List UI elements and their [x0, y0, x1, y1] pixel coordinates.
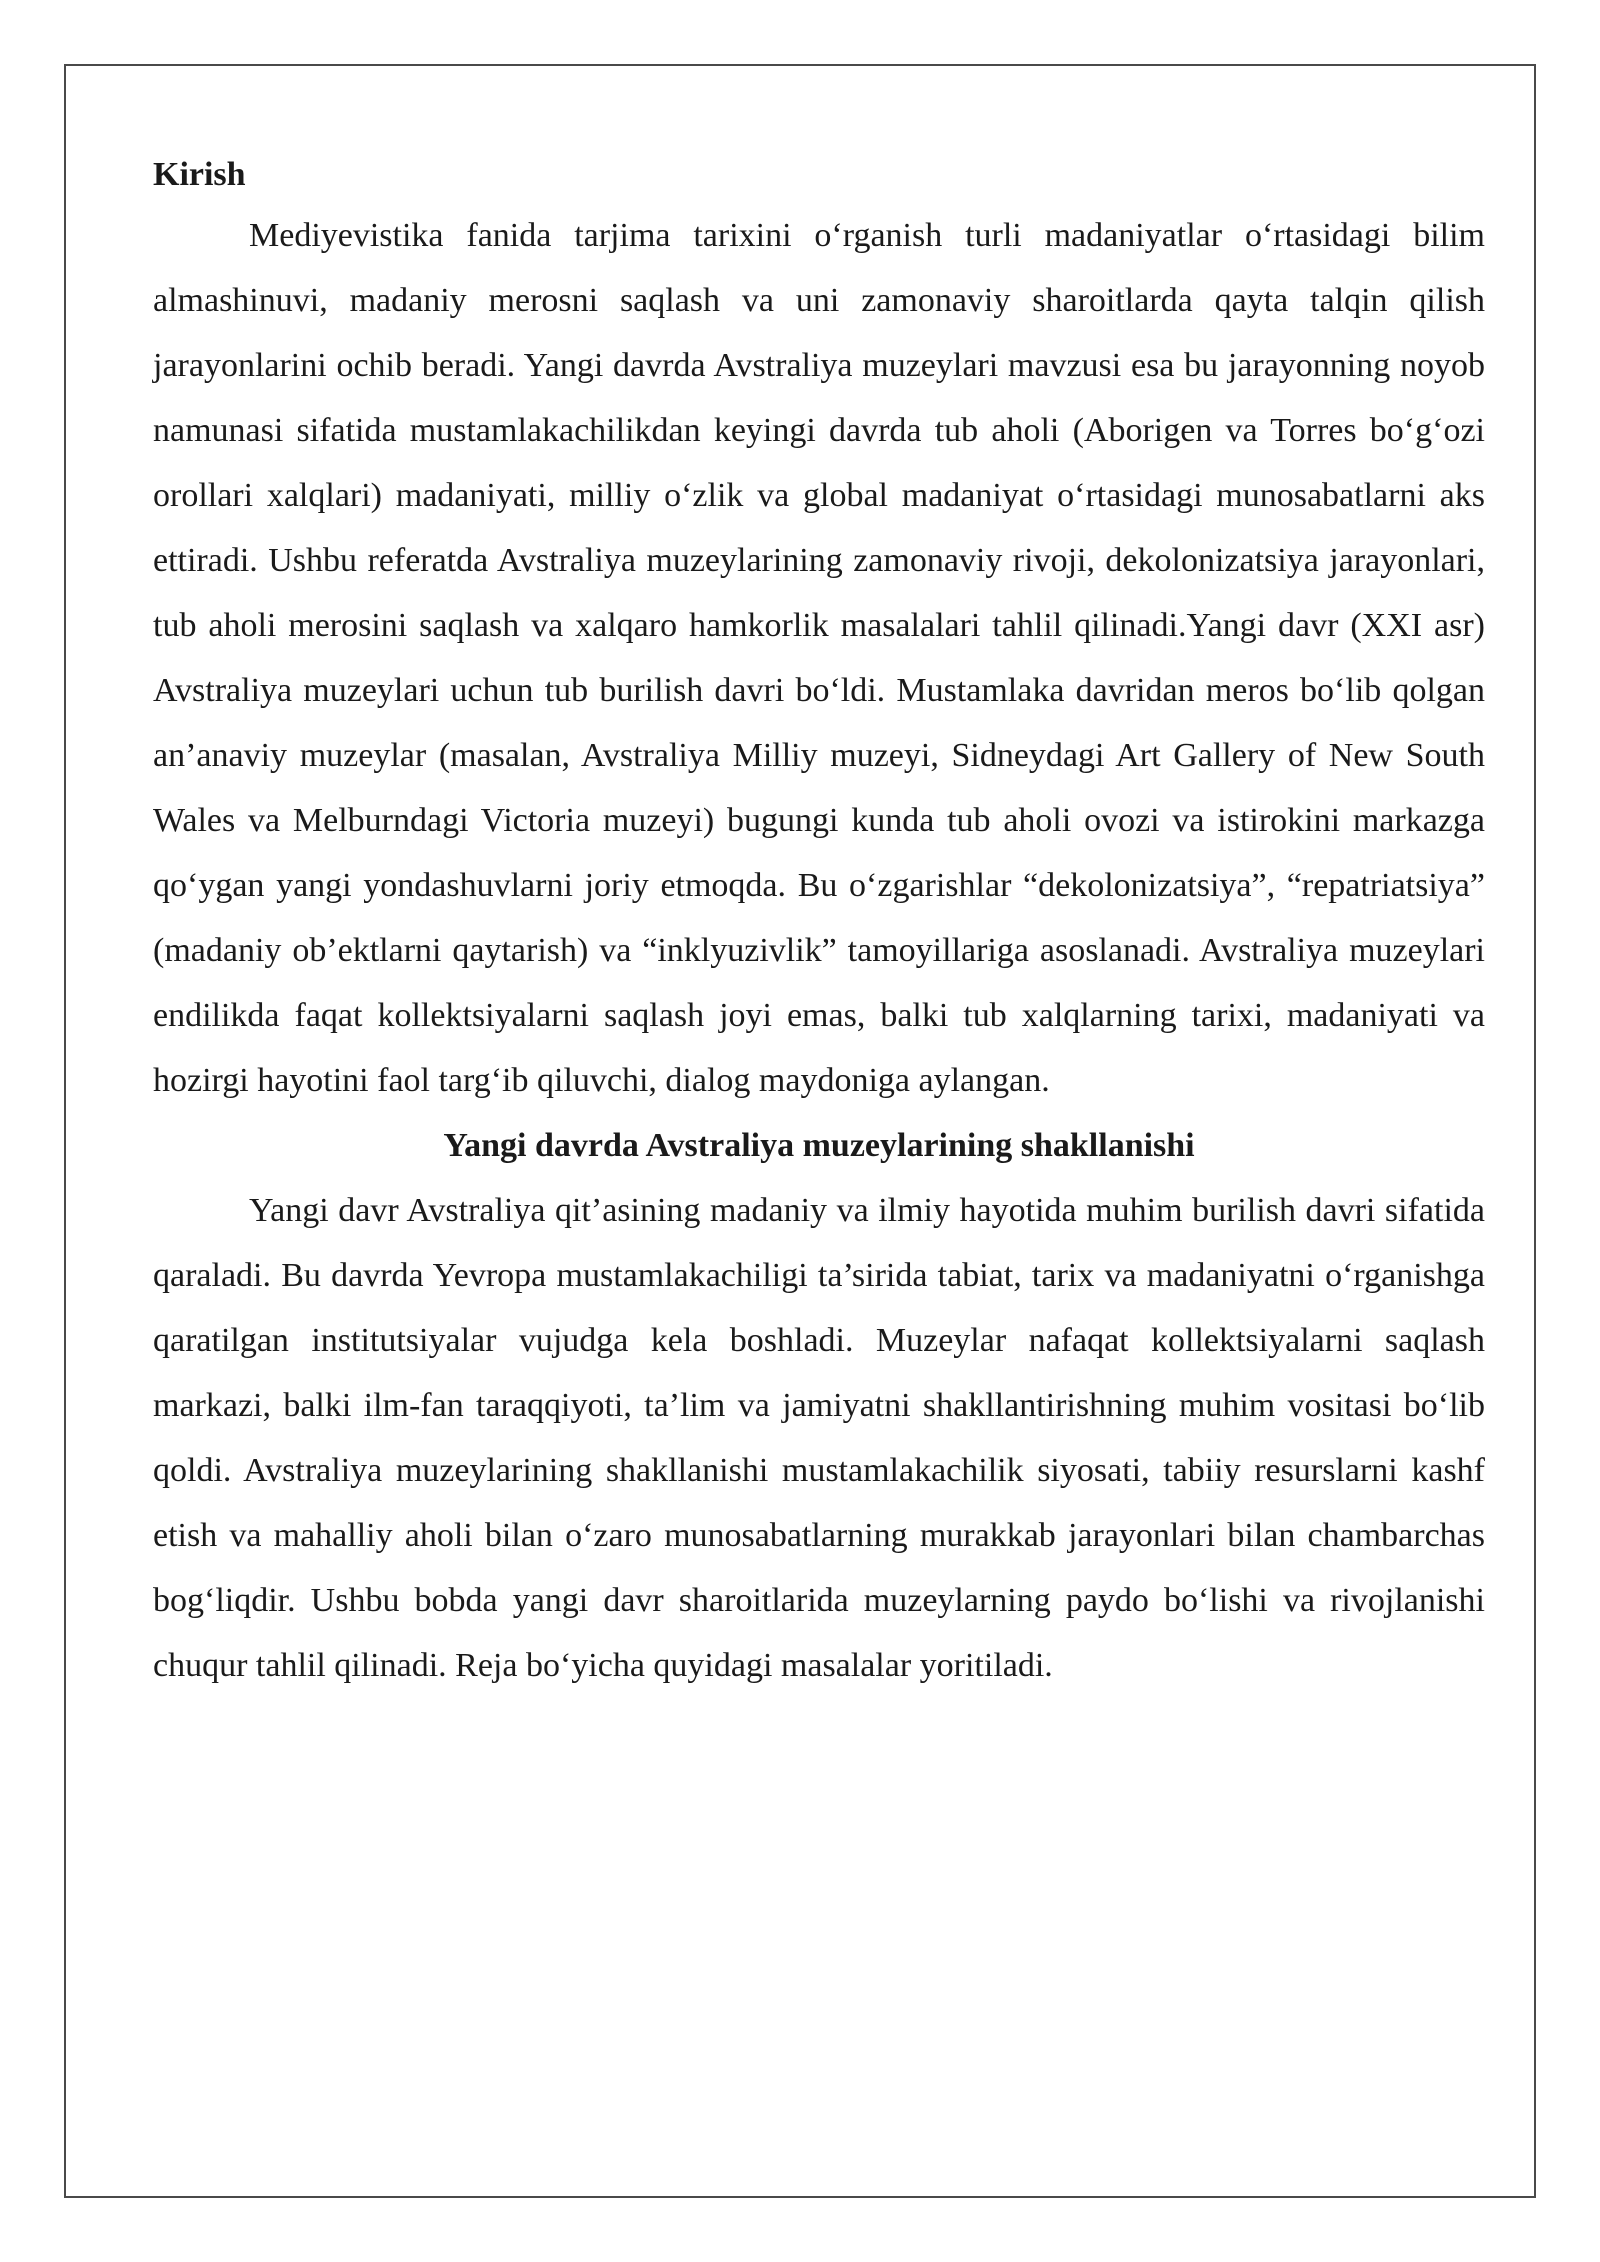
- section-heading: Yangi davrda Avstraliya muzeylarining shakllanishi: [443, 1127, 1195, 1164]
- section-paragraph: Yangi davr Avstraliya qit’asining madaniy va ilmiy hayotida muhim burilish davri sifatida qaraladi. Bu davrda Yevropa mustamlakachiligi ta’sirida tabiat, tarix va madaniyatni o‘rganishga qaratilgan institutsiyalar vujudga kela boshladi. Muzeylar nafaqat kollektsiyalarni saqlash markazi, balki ilm-fan taraqqiyoti, ta’lim va jamiyatni shakllantirishning muhim vositasi bo‘lib qoldi. Avstraliya muzeylarining shakllanishi mustamlakachilik siyosati, tabiiy resurslarni kashf etish va mahalliy aholi bilan o‘zaro munosabatlarning murakkab jarayonlari bilan chambarchas bog‘liqdir. Ushbu bobda yangi davr sharoitlarida muzeylarning paydo bo‘lishi va rivojlanishi chuqur tahlil qilinadi. Reja bo‘yicha quyidagi masalalar yoritiladi.: [153, 1192, 1485, 1684]
- document-body: [153, 147, 1485, 1698]
- intro-heading: Kirish: [153, 156, 246, 193]
- intro-paragraph: Mediyevistika fanida tarjima tarixini o‘rganish turli madaniyatlar o‘rtasidagi bilim almashinuvi, madaniy merosni saqlash va uni zamonaviy sharoitlarda qayta talqin qilish jarayonlarini ochib beradi. Yangi davrda Avstraliya muzeylari mavzusi esa bu jarayonning noyob namunasi sifatida mustamlakachilikdan keyingi davrda tub aholi (Aborigen va Torres bo‘g‘ozi orollari xalqlari) madaniyati, milliy o‘zlik va global madaniyat o‘rtasidagi munosabatlarni aks ettiradi. Ushbu referatda Avstraliya muzeylarining zamonaviy rivoji, dekolonizatsiya jarayonlari, tub aholi merosini saqlash va xalqaro hamkorlik masalalari tahlil qilinadi.Yangi davr (XXI asr) Avstraliya muzeylari uchun tub burilish davri bo‘ldi. Mustamlaka davridan meros bo‘lib qolgan an’anaviy muzeylar (masalan, Avstraliya Milliy muzeyi, Sidneydagi Art Gallery of New South Wales va Melburndagi Victoria muzeyi) bugungi kunda tub aholi ovozi va istirokini markazga qo‘ygan yangi yondashuvlarni joriy etmoqda. Bu o‘zgarishlar “dekolonizatsiya”, “repatriatsiya” (madaniy ob’ektlarni qaytarish) va “inklyuzivlik” tamoyillariga asoslanadi. Avstraliya muzeylari endilikda faqat kollektsiyalarni saqlash joyi emas, balki tub xalqlarning tarixi, madaniyati va hozirgi hayotini faol targ‘ib qiluvchi, dialog maydoniga aylangan.: [153, 217, 1485, 1099]
